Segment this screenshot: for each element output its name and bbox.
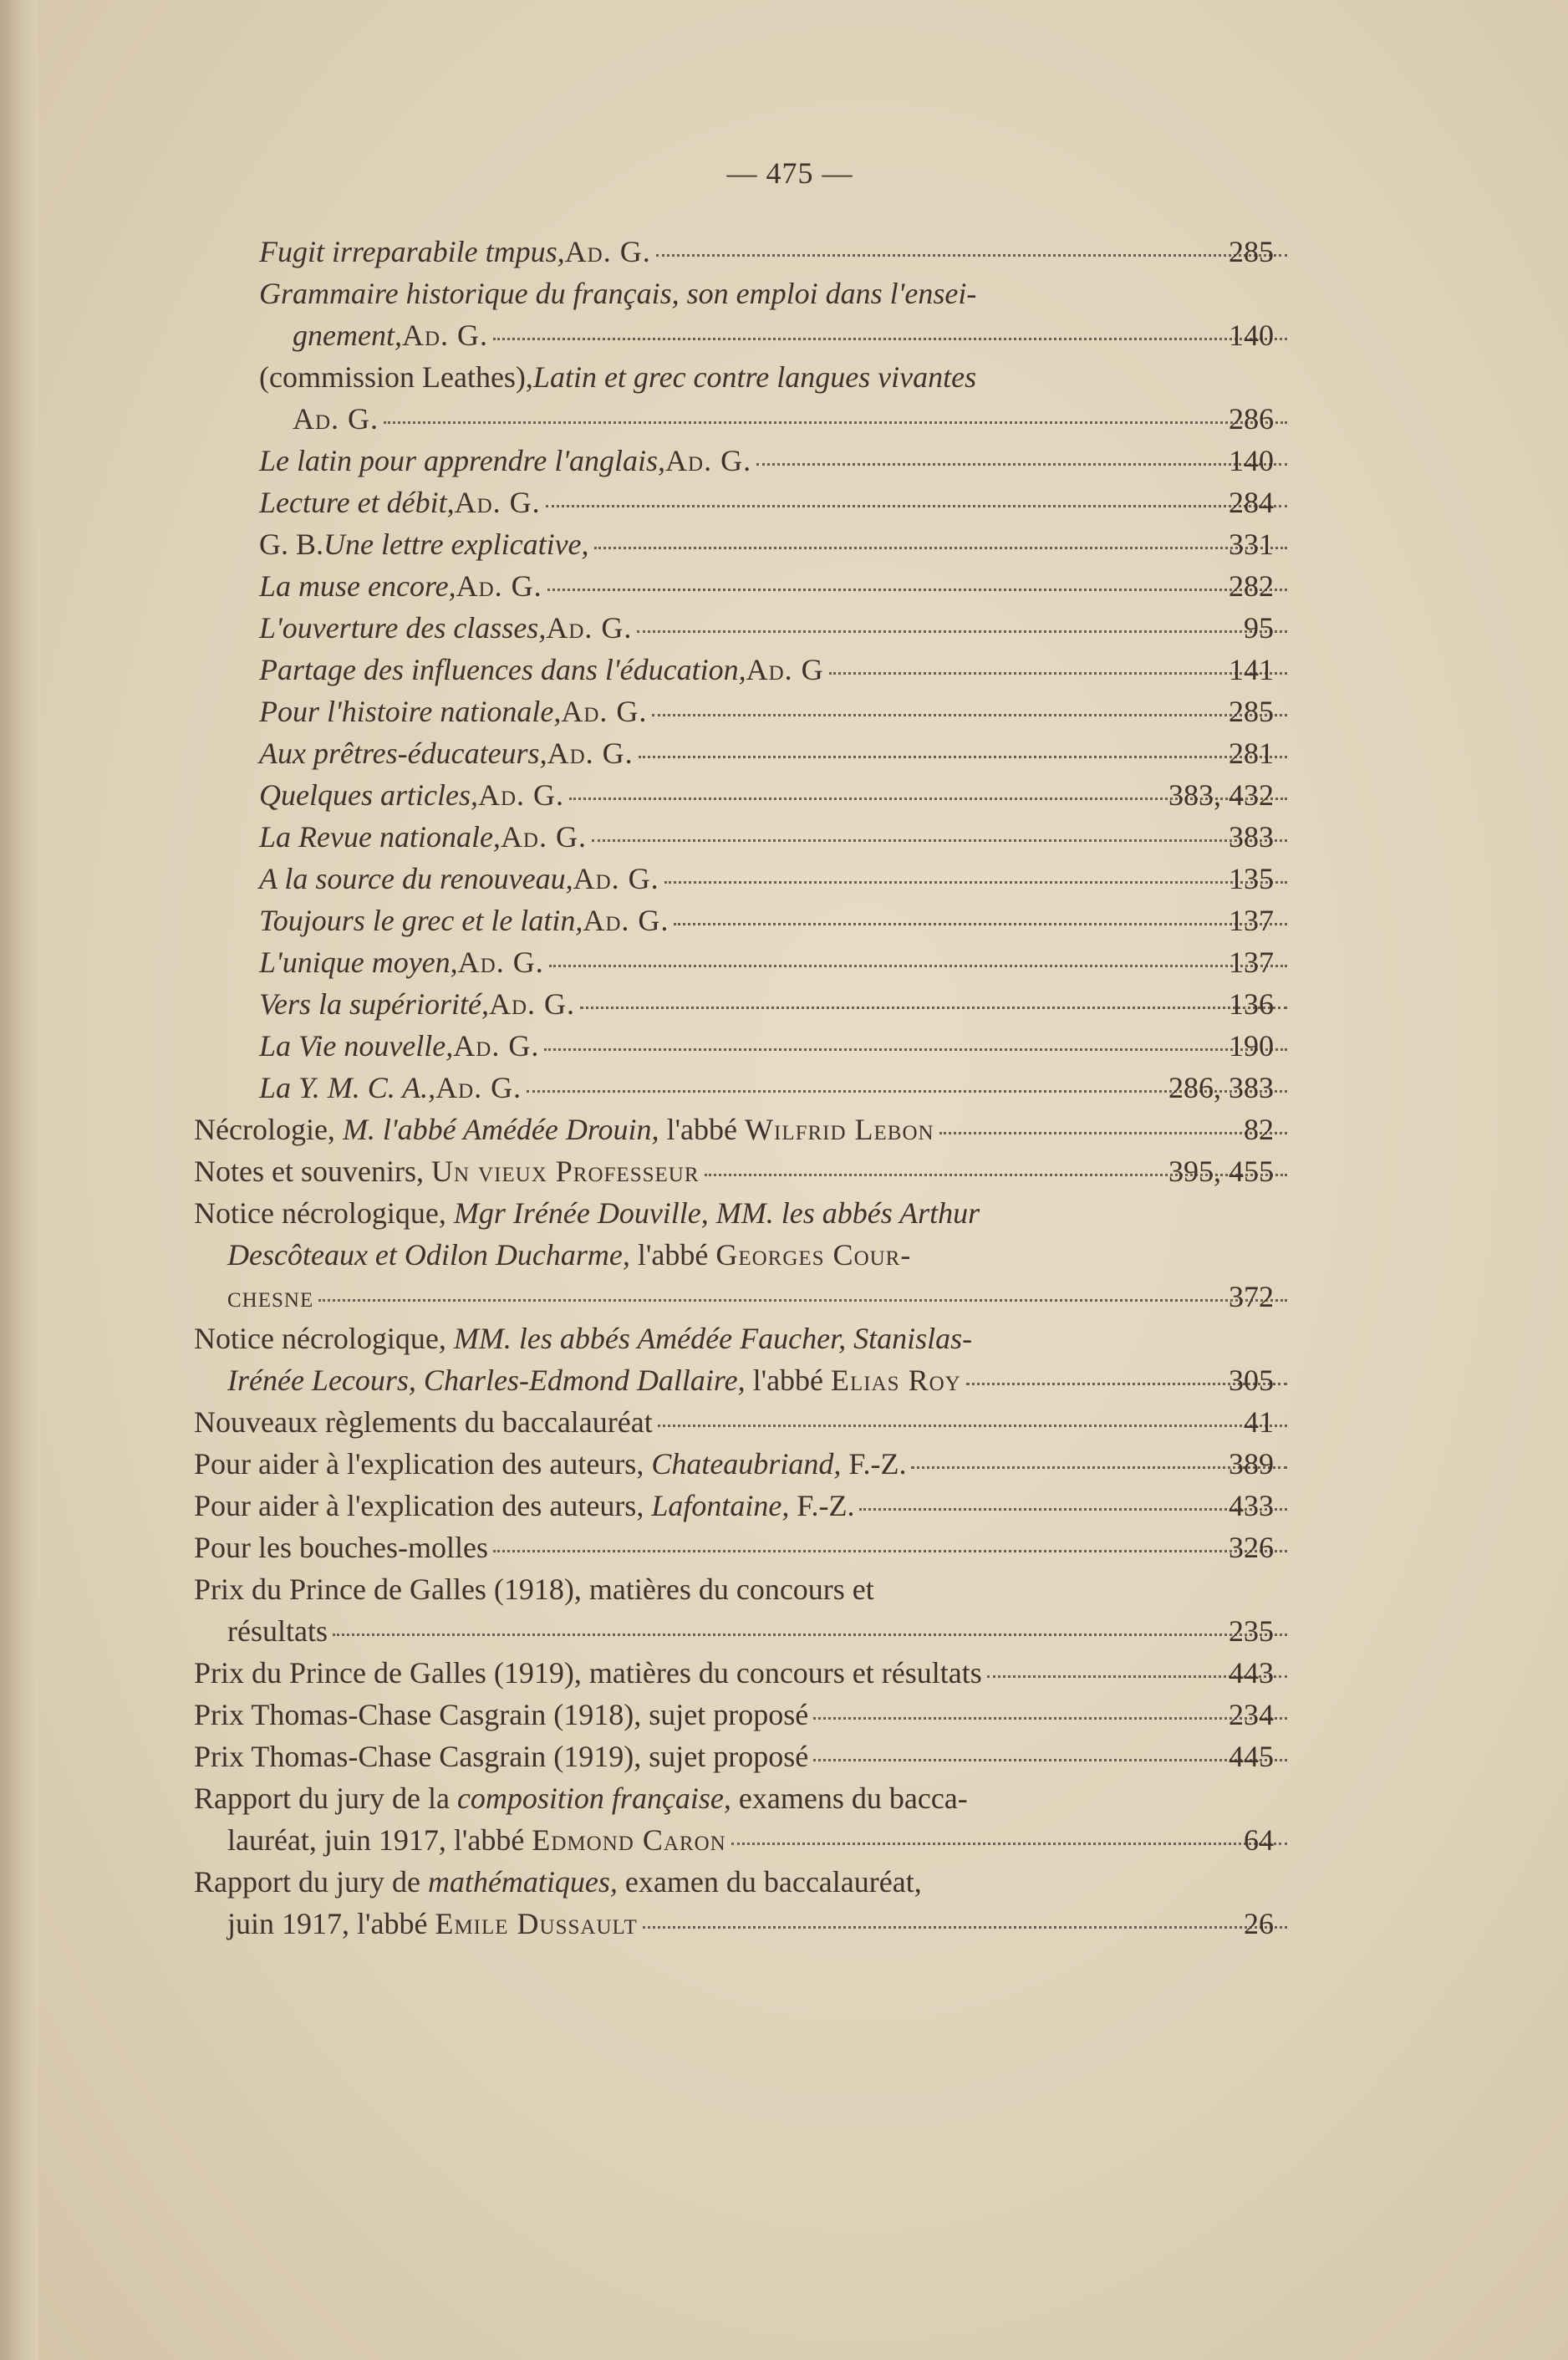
- entry-title: M. l'abbé Amédée Drouin,: [342, 1113, 659, 1146]
- index-entry: [0, 816, 1568, 858]
- entry-title: Lafontaine,: [651, 1489, 790, 1522]
- entry-title: composition française,: [456, 1781, 731, 1815]
- dot-leader: [813, 1717, 1287, 1720]
- dot-leader: [549, 965, 1287, 967]
- entry-text: Pour aider à l'explication des auteurs,: [194, 1447, 652, 1481]
- index-entry: [0, 1150, 1568, 1192]
- page-reference: 140: [1229, 444, 1274, 477]
- entry-author: Ad. G.: [453, 1029, 540, 1063]
- index-entry: [0, 1318, 1568, 1401]
- entry-line: [194, 1777, 1292, 1819]
- index-entry: [0, 273, 1568, 356]
- entry-author: Edmond Caron: [532, 1823, 726, 1857]
- page-reference: 135: [1229, 862, 1274, 895]
- index-entry: [0, 1443, 1568, 1485]
- entry-line: [194, 1485, 1292, 1527]
- index-entry: [0, 858, 1568, 900]
- entry-line: [259, 1025, 1292, 1067]
- page-reference: 282: [1229, 569, 1274, 603]
- page-reference: 64: [1244, 1823, 1274, 1857]
- entry-title: Lecture et débit,: [259, 486, 455, 519]
- index-entry: [0, 983, 1568, 1025]
- dot-leader: [333, 1634, 1287, 1636]
- entry-author: Wilfrid Lebon: [745, 1113, 934, 1146]
- entry-text: l'abbé: [745, 1363, 832, 1397]
- page-reference: 284: [1229, 486, 1274, 519]
- page-reference: 389: [1229, 1447, 1274, 1481]
- entry-line: [194, 1527, 1292, 1568]
- entry-title: gnement,: [293, 319, 402, 352]
- entry-author: Ad. G.: [547, 737, 634, 770]
- entry-line: [194, 1234, 1292, 1276]
- page-reference: 235: [1229, 1614, 1274, 1648]
- index-entry: [0, 691, 1568, 732]
- entry-text: Rapport du jury de: [194, 1865, 428, 1899]
- entry-author: Ad. G.: [665, 444, 752, 477]
- index-entry: [0, 941, 1568, 983]
- index-entry: [0, 523, 1568, 565]
- page-reference: 383: [1229, 820, 1274, 854]
- entry-text: (commission Leathes),: [259, 360, 533, 394]
- entry-line: [259, 900, 1292, 941]
- page-reference: 137: [1229, 946, 1274, 979]
- entry-line: [194, 1443, 1292, 1485]
- entry-line: [194, 1109, 1292, 1150]
- page-reference: 285: [1229, 695, 1274, 728]
- index-entry: [0, 1736, 1568, 1777]
- entry-line: [194, 1318, 1292, 1359]
- entry-author: Ad. G.: [435, 1071, 522, 1104]
- page-reference: 383, 432: [1168, 778, 1274, 812]
- entry-line: [259, 649, 1292, 691]
- entry-author: Ad. G.: [457, 946, 544, 979]
- entry-line: [259, 523, 1292, 565]
- entry-line: [259, 858, 1292, 900]
- entry-line: [194, 1401, 1292, 1443]
- entry-line: [259, 314, 1292, 356]
- index-entry: [0, 900, 1568, 941]
- entry-line: [194, 1819, 1292, 1861]
- entry-title: Pour l'histoire nationale,: [259, 695, 562, 728]
- page-reference: 305: [1229, 1363, 1274, 1397]
- entry-text: Prix du Prince de Galles (1918), matières du concours et: [194, 1572, 874, 1606]
- entry-author: Elias Roy: [831, 1363, 961, 1397]
- entry-title: Chateaubriand,: [651, 1447, 842, 1481]
- entry-line: [259, 732, 1292, 774]
- entry-line: [194, 1359, 1292, 1401]
- entry-title: mathématiques,: [427, 1865, 618, 1899]
- page-reference: 136: [1229, 987, 1274, 1021]
- entry-line: [194, 1652, 1292, 1694]
- page-reference: 286, 383: [1168, 1071, 1274, 1104]
- dot-leader: [658, 1425, 1287, 1427]
- page-reference: 95: [1244, 611, 1274, 645]
- entry-text: examen du baccalauréat,: [617, 1865, 922, 1899]
- dot-leader: [639, 756, 1287, 758]
- dot-leader: [592, 839, 1287, 842]
- entry-title: Grammaire historique du français, son emploi dans l'ensei-: [259, 277, 977, 310]
- entry-author: chesne: [227, 1280, 314, 1313]
- entry-text: l'abbé: [659, 1113, 746, 1146]
- entry-author: Ad. G: [746, 653, 824, 686]
- index-entry: [0, 1861, 1568, 1945]
- index-entry: [0, 1527, 1568, 1568]
- index-entry: [0, 356, 1568, 440]
- page-reference: 82: [1244, 1113, 1274, 1146]
- page-reference: 395, 455: [1168, 1155, 1274, 1188]
- entry-title: Partage des influences dans l'éducation,: [259, 653, 746, 686]
- entry-author: Ad. G.: [489, 987, 576, 1021]
- dot-leader: [318, 1299, 1287, 1302]
- dot-leader: [544, 1048, 1287, 1051]
- page-reference: 137: [1229, 904, 1274, 937]
- entry-author: Ad. G.: [564, 235, 651, 268]
- index-entry: [0, 1401, 1568, 1443]
- entry-line: [194, 1903, 1292, 1945]
- entry-line: [259, 273, 1292, 314]
- entry-text: lauréat, juin 1917, l'abbé: [227, 1823, 532, 1857]
- entry-text: Pour les bouches-molles: [194, 1531, 488, 1564]
- entry-line: [259, 398, 1292, 440]
- index-entry: [0, 1777, 1568, 1861]
- entry-author: Ad. G.: [546, 611, 633, 645]
- dot-leader: [664, 881, 1287, 884]
- page-reference: 331: [1229, 528, 1274, 561]
- entry-text: juin 1917, l'abbé: [227, 1907, 435, 1940]
- entry-text: Notice nécrologique,: [194, 1196, 454, 1230]
- entry-line: [259, 356, 1292, 398]
- index-entry: [0, 1652, 1568, 1694]
- entry-text: Notes et souvenirs,: [194, 1155, 431, 1188]
- entry-text: Prix Thomas-Chase Casgrain (1919), sujet proposé: [194, 1740, 809, 1773]
- page-reference: 141: [1229, 653, 1274, 686]
- dot-leader: [731, 1843, 1287, 1845]
- entry-text: Pour aider à l'explication des auteurs,: [194, 1489, 652, 1522]
- entry-line: [259, 607, 1292, 649]
- page-reference: 140: [1229, 319, 1274, 352]
- entry-line: [194, 1694, 1292, 1736]
- entry-title: La muse encore,: [259, 569, 456, 603]
- dot-leader: [637, 630, 1287, 633]
- page-reference: 286: [1229, 402, 1274, 436]
- entry-author: Ad. G.: [500, 820, 587, 854]
- entry-text: Prix Thomas-Chase Casgrain (1918), sujet proposé: [194, 1698, 809, 1731]
- index-entry: [0, 565, 1568, 607]
- dot-leader: [547, 589, 1287, 591]
- entry-title: Aux prêtres-éducateurs,: [259, 737, 547, 770]
- entry-title: L'unique moyen,: [259, 946, 458, 979]
- entry-text: Notice nécrologique,: [194, 1322, 454, 1355]
- page-reference: 372: [1229, 1280, 1274, 1313]
- dot-leader: [546, 505, 1287, 507]
- entry-text: résultats: [227, 1614, 328, 1648]
- entry-author: Ad. G.: [477, 778, 565, 812]
- dot-leader: [652, 714, 1287, 716]
- entry-line: [259, 691, 1292, 732]
- entry-line: [259, 983, 1292, 1025]
- entry-title: La Vie nouvelle,: [259, 1029, 454, 1063]
- entry-text: Nouveaux règlements du baccalauréat: [194, 1405, 653, 1439]
- entry-text: F.-Z.: [789, 1489, 855, 1522]
- entry-line: [194, 1276, 1292, 1318]
- entry-title: Vers la supériorité,: [259, 987, 489, 1021]
- page-reference: 234: [1229, 1698, 1274, 1731]
- entry-text: Rapport du jury de la: [194, 1781, 457, 1815]
- entry-line: [259, 231, 1292, 273]
- entry-line: [194, 1192, 1292, 1234]
- entry-author: Ad. G.: [573, 862, 659, 895]
- entry-author: Un vieux Professeur: [430, 1155, 700, 1188]
- index-entry: [0, 774, 1568, 816]
- index-entry: [0, 1067, 1568, 1109]
- page-number: — 475 —: [726, 156, 853, 190]
- page-reference: 445: [1229, 1740, 1274, 1773]
- entry-title: A la source du renouveau,: [259, 862, 573, 895]
- entry-title: L'ouverture des classes,: [259, 611, 547, 645]
- entry-author: Ad. G.: [454, 486, 541, 519]
- entry-title: La Revue nationale,: [259, 820, 501, 854]
- entry-title: La Y. M. C. A.,: [259, 1071, 436, 1104]
- dot-leader: [813, 1759, 1287, 1761]
- entry-text: G. B.: [259, 528, 324, 561]
- index-entry: [0, 1025, 1568, 1067]
- entry-line: [259, 941, 1292, 983]
- entry-author: Ad. G.: [583, 904, 669, 937]
- dot-leader: [643, 1926, 1287, 1929]
- entry-author: Ad. G.: [401, 319, 489, 352]
- index-entry: [0, 649, 1568, 691]
- page-reference: 41: [1244, 1405, 1274, 1439]
- entry-title: Descôteaux et Odilon Ducharme,: [227, 1238, 630, 1272]
- index-entry: [0, 1192, 1568, 1318]
- dot-leader: [384, 421, 1287, 424]
- page-reference: 433: [1229, 1489, 1274, 1522]
- index-entry: [0, 482, 1568, 523]
- dot-leader: [674, 923, 1287, 925]
- entry-author: Georges Cour-: [715, 1238, 912, 1272]
- entry-line: [259, 1067, 1292, 1109]
- page-reference: 190: [1229, 1029, 1274, 1063]
- entry-title: Une lettre explicative,: [323, 528, 589, 561]
- page-reference: 26: [1244, 1907, 1274, 1940]
- entry-title: Mgr Irénée Douville, MM. les abbés Arthur: [453, 1196, 980, 1230]
- page-reference: 443: [1229, 1656, 1274, 1690]
- dot-leader: [656, 254, 1287, 257]
- dot-leader: [756, 463, 1287, 466]
- entry-line: [259, 774, 1292, 816]
- entry-title: Fugit irreparabile tmpus,: [259, 235, 565, 268]
- entry-author: Ad. G.: [293, 402, 379, 436]
- entry-title: MM. les abbés Amédée Faucher, Stanislas-: [453, 1322, 973, 1355]
- entry-author: Ad. G.: [561, 695, 648, 728]
- index-entry: [0, 231, 1568, 273]
- entry-title: Irénée Lecours, Charles-Edmond Dallaire,: [227, 1363, 746, 1397]
- entry-text: examens du bacca-: [731, 1781, 968, 1815]
- index-entry: [0, 732, 1568, 774]
- entry-line: [259, 482, 1292, 523]
- entry-text: Nécrologie,: [194, 1113, 343, 1146]
- index-entry: [0, 1485, 1568, 1527]
- entry-text: l'abbé: [629, 1238, 716, 1272]
- page-reference: 285: [1229, 235, 1274, 268]
- dot-leader: [580, 1007, 1287, 1009]
- entry-line: [259, 816, 1292, 858]
- entry-text: Prix du Prince de Galles (1919), matières du concours et résultats: [194, 1656, 982, 1690]
- index-entry: [0, 1568, 1568, 1652]
- entry-line: [259, 565, 1292, 607]
- page-reference: 281: [1229, 737, 1274, 770]
- page-reference: 326: [1229, 1531, 1274, 1564]
- dot-leader: [493, 1550, 1287, 1552]
- entry-title: Toujours le grec et le latin,: [259, 904, 583, 937]
- index-entry: [0, 440, 1568, 482]
- entry-author: Emile Dussault: [435, 1907, 638, 1940]
- entry-title: Le latin pour apprendre l'anglais,: [259, 444, 666, 477]
- dot-leader: [859, 1508, 1287, 1511]
- entry-title: Latin et grec contre langues vivantes: [532, 360, 977, 394]
- dot-leader: [594, 547, 1287, 549]
- index-entry: [0, 1694, 1568, 1736]
- dot-leader: [829, 672, 1287, 675]
- index-entry: [0, 1109, 1568, 1150]
- entry-text: F.-Z.: [841, 1447, 907, 1481]
- entry-line: [194, 1610, 1292, 1652]
- dot-leader: [493, 338, 1287, 340]
- entry-line: [194, 1861, 1292, 1903]
- entry-line: [194, 1150, 1292, 1192]
- index-entry: [0, 607, 1568, 649]
- entry-title: Quelques articles,: [259, 778, 478, 812]
- dot-leader: [939, 1132, 1287, 1134]
- entry-line: [259, 440, 1292, 482]
- index-list: [0, 231, 1568, 1945]
- entry-author: Ad. G.: [456, 569, 542, 603]
- entry-line: [194, 1568, 1292, 1610]
- entry-line: [194, 1736, 1292, 1777]
